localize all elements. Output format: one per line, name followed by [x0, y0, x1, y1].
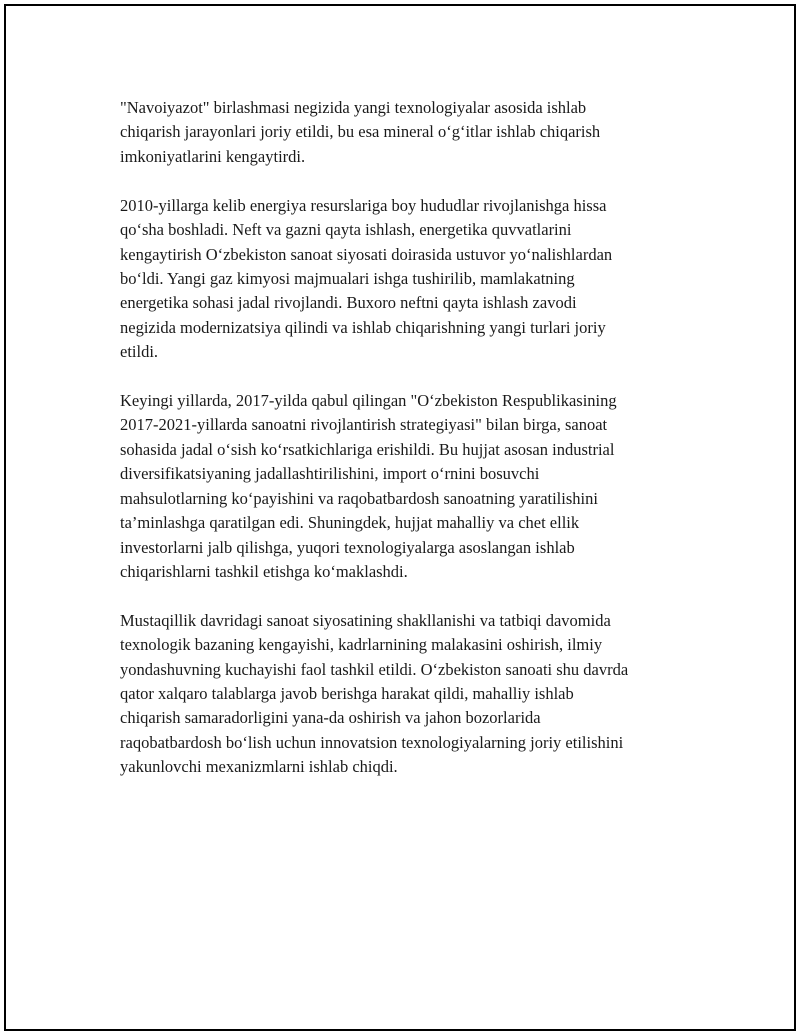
paragraph-independence-policy: Mustaqillik davridagi sanoat siyosatining shakllanishi va tatbiqi davomida texnologik bazaning kengayishi, kadrlarnining malakasini oshirish, ilmiy yondashuvning kuchayishi faol tashkil etildi. O‘zbekiston sanoati shu davrda qator xalqaro talablarga javob berishga harakat qildi, mahalliy ishlab chiqarish samaradorligini yana-da oshirish va jahon bozorlarida raqobatbardosh bo‘lish uchun innovatsion texnologiyalarning joriy etilishini yakunlovchi mexanizmlarni ishlab chiqdi. [120, 610, 629, 777]
paragraph-2010-energy: 2010-yillarga kelib energiya resurslariga boy hududlar rivojlanishga hissa qo‘sha boshladi. Neft va gazni qayta ishlash, energetika quvvatlarini kengaytirish O‘zbekiston sanoat siyosati doirasida ustuvor yo‘nalishlardan bo‘ldi. Yangi gaz kimyosi majmualari ishga tushirilib, mamlakatning energetika sohasi jadal rivojlandi. Buxoro neftni qayta ishlash zavodi negizida modernizatsiya qilindi va ishlab chiqarishning yangi turlari joriy etildi. [120, 195, 613, 362]
document-page [4, 4, 796, 1031]
document-body [120, 96, 700, 804]
paragraph-2017-strategy: Keyingi yillarda, 2017-yilda qabul qilingan "O‘zbekiston Respublikasining 2017-2021-yillarda sanoatni rivojlantirish strategiyasi" bilan birga, sanoat sohasida jadal o‘sish ko‘rsatkichlariga erishildi. Bu hujjat asosan industrial diversifikatsiyaning jadallashtirilishini, import o‘rnini bosuvchi mahsulotlarning ko‘payishini va raqobatbardosh sanoatning yaratilishini ta’minlashga qaratilgan edi. Shuningdek, hujjat mahalliy va chet ellik investorlarni jalb qilishga, yuqori texnologiyalarga asoslangan ishlab chiqarishlarni tashkil etishga ko‘maklashdi. [120, 391, 617, 581]
paragraph-navoiyazot: "Navoiyazot" birlashmasi negizida yangi texnologiyalar asosida ishlab chiqarish jarayonlari joriy etildi, bu esa mineral o‘g‘itlar ishlab chiqarish imkoniyatlarini kengaytirdi. [120, 98, 601, 166]
